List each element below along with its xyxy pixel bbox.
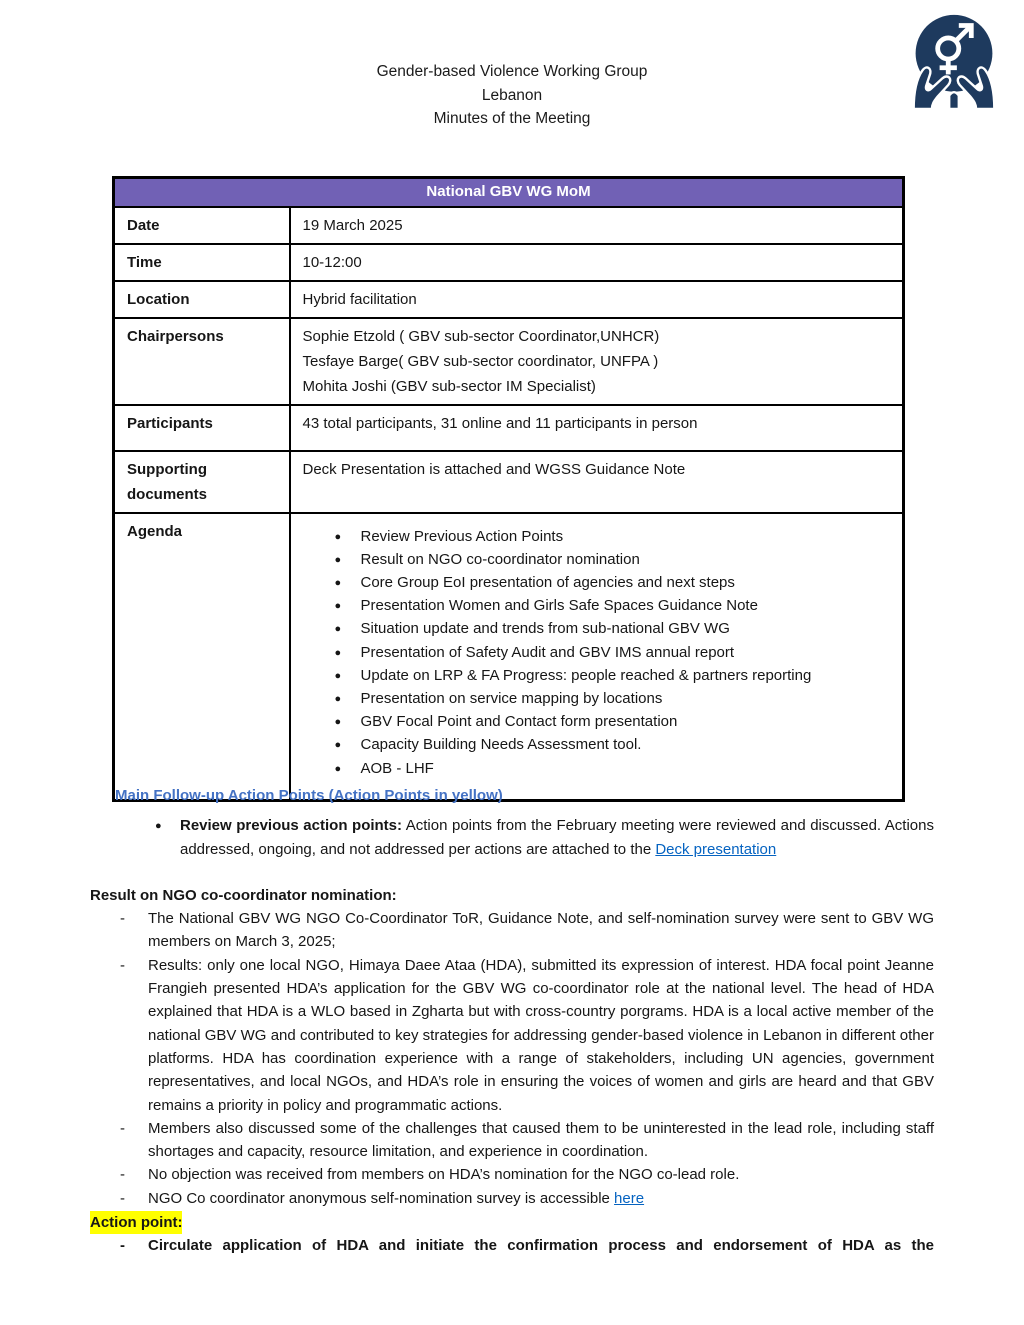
bullet-icon: ● <box>334 669 342 682</box>
agenda-item: ● Situation update and trends from sub-national GBV WG <box>303 617 889 640</box>
result-section <box>90 884 934 1210</box>
time-value: 10-12:00 <box>290 244 904 281</box>
agenda-list <box>303 519 893 794</box>
document-title <box>0 60 1024 131</box>
table-title: National GBV WG MoM <box>114 178 904 207</box>
chairperson-line: Sophie Etzold ( GBV sub-sector Coordinator,UNHCR) <box>302 327 660 345</box>
agenda-label: Agenda <box>114 513 290 801</box>
bullet-icon: ● <box>334 553 342 566</box>
dash-icon: - <box>120 1189 125 1207</box>
agenda-item: ● GBV Focal Point and Contact form presentation <box>303 710 889 733</box>
table-header-row <box>114 178 904 207</box>
time-label: Time <box>114 244 290 281</box>
chairpersons-label: Chairpersons <box>114 318 290 405</box>
dash-icon: - <box>120 1166 125 1184</box>
followup-bullet-item <box>115 814 934 861</box>
bullet-body: Action points from the February meeting were reviewed and discussed. Actions addressed, ongoing, and not addressed per actions are attached to the <box>180 817 934 858</box>
agenda-item: ● Result on NGO co-coordinator nomination <box>303 548 889 571</box>
agenda-value <box>290 513 904 801</box>
table-row-supporting-documents <box>114 451 904 513</box>
date-label: Date <box>114 207 290 244</box>
bullet-icon: ● <box>334 739 342 752</box>
hands-gender-symbol-icon <box>906 12 1002 110</box>
table-row-time <box>114 244 904 281</box>
followup-section <box>115 784 934 861</box>
result-item: - No objection was received from members on HDA’s nomination for the NGO co-lead role. <box>90 1163 934 1186</box>
supporting-documents-label: Supporting documents <box>114 451 290 513</box>
chairpersons-value <box>290 318 904 405</box>
table-row-date <box>114 207 904 244</box>
gbv-working-group-logo <box>906 12 1002 110</box>
table-row-agenda <box>114 513 904 801</box>
agenda-item: ● Presentation of Safety Audit and GBV IMS annual report <box>303 641 889 664</box>
bullet-icon: ● <box>334 716 342 729</box>
followup-bullet-text <box>180 814 934 861</box>
result-item: - The National GBV WG NGO Co-Coordinator ToR, Guidance Note, and self-nomination survey were sent to GBV WG members on March 3, 2025; <box>90 907 934 954</box>
dash-icon: - <box>120 1237 125 1255</box>
deck-presentation-link[interactable]: Deck presentation <box>655 840 777 858</box>
chairperson-line: Mohita Joshi (GBV sub-sector IM Specialist) <box>302 377 596 395</box>
agenda-item: ● Update on LRP & FA Progress: people reached & partners reporting <box>303 664 889 687</box>
dash-icon: - <box>120 956 125 974</box>
bullet-icon: ● <box>334 576 342 589</box>
title-line-3: Minutes of the Meeting <box>433 110 591 127</box>
title-line-1: Gender-based Violence Working Group <box>376 63 648 80</box>
bullet-icon: ● <box>334 530 342 543</box>
agenda-item: ● Review Previous Action Points <box>303 525 889 548</box>
supporting-documents-value: Deck Presentation is attached and WGSS Guidance Note <box>290 451 904 513</box>
agenda-item: ● Core Group EoI presentation of agencies and next steps <box>303 571 889 594</box>
action-point-item: - Circulate application of HDA and initiate the confirmation process and endorsement of HDA as the <box>90 1234 934 1257</box>
chairperson-line: Tesfaye Barge( GBV sub-sector coordinator, UNFPA ) <box>302 352 659 370</box>
location-label: Location <box>114 281 290 318</box>
table-row-participants <box>114 405 904 451</box>
table-row-chairpersons <box>114 318 904 405</box>
dash-icon: - <box>120 1119 125 1137</box>
bullet-icon: ● <box>155 820 162 833</box>
location-value: Hybrid facilitation <box>290 281 904 318</box>
document-body <box>90 784 934 1258</box>
followup-heading: Main Follow-up Action Points (Action Points in yellow) <box>115 787 503 804</box>
bullet-icon: ● <box>334 623 342 636</box>
title-line-2: Lebanon <box>481 86 543 104</box>
result-item-survey <box>90 1187 934 1210</box>
table-row-location <box>114 281 904 318</box>
survey-text: NGO Co coordinator anonymous self-nomination survey is accessible <box>148 1189 615 1207</box>
mom-table <box>112 176 905 802</box>
action-point-label: Action point: <box>90 1211 182 1234</box>
bullet-icon: ● <box>334 646 342 659</box>
survey-here-link[interactable]: here <box>614 1189 645 1207</box>
agenda-item: ● Capacity Building Needs Assessment tool. <box>303 733 889 756</box>
participants-value: 43 total participants, 31 online and 11 participants in person <box>290 405 904 451</box>
bullet-icon: ● <box>334 692 342 705</box>
result-heading: Result on NGO co-coordinator nomination: <box>90 886 397 904</box>
result-item: - Members also discussed some of the challenges that caused them to be uninterested in the lead role, including staff shortages and capacity, resource limitation, and experience in coordination. <box>90 1117 934 1164</box>
bullet-icon: ● <box>334 600 342 613</box>
result-item: - Results: only one local NGO, Himaya Daee Ataa (HDA), submitted its expression of interest. HDA focal point Jeanne Frangieh presented HDA’s application for the GBV WG co-coordinator role at the national level. The head of HDA explained that HDA is a WLO based in Zgharta but with cross-country porgrams. HDA is a local active member of the national GBV WG and contributed to key strategies for addressing gender-based violence in Lebanon in different other platforms. HDA has coordination experience with a range of stakeholders, including UN agencies, government representatives, and local NGOs, and HDA’s role in ensuring the voices of women and girls are heard and that GBV remains a priority in policy and programmatic actions. <box>90 954 934 1117</box>
bullet-lead: Review previous action points: <box>180 817 403 835</box>
action-point-section <box>90 1210 934 1258</box>
agenda-item: ● AOB - LHF <box>303 757 889 780</box>
bullet-icon: ● <box>334 762 342 775</box>
agenda-item: ● Presentation Women and Girls Safe Spaces Guidance Note <box>303 594 889 617</box>
date-value: 19 March 2025 <box>290 207 904 244</box>
participants-label: Participants <box>114 405 290 451</box>
agenda-item: ● Presentation on service mapping by locations <box>303 687 889 710</box>
dash-icon: - <box>120 910 125 928</box>
